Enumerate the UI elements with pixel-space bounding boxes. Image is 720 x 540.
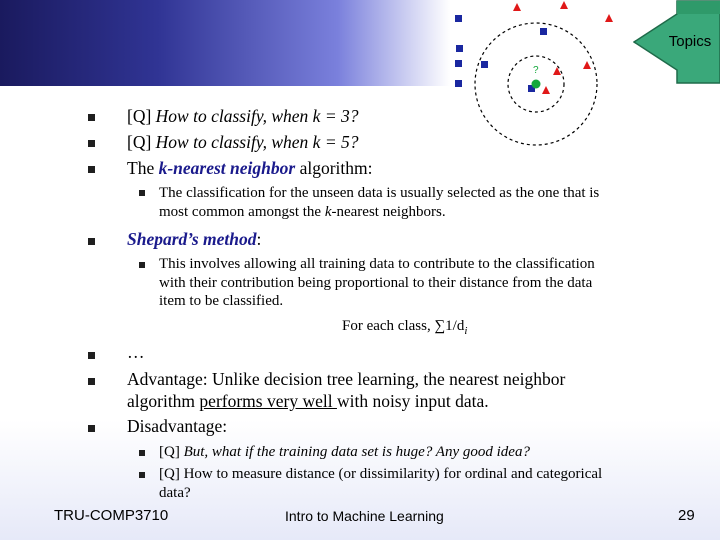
advantage-line1: Advantage: Unlike decision tree learning, the nearest neighbor <box>127 369 566 389</box>
knn-description-line2: most common amongst the k-nearest neighbors. <box>159 204 446 220</box>
bullet-marker <box>88 140 95 147</box>
bullet-q-k3: [Q] How to classify, when k = 3? <box>127 106 359 126</box>
bullet-marker <box>88 114 95 121</box>
shepard-description-line3: item to be classified. <box>159 293 284 309</box>
shepard-description-line2: with their contribution being proportional to their distance from the data <box>159 275 593 291</box>
bullet-q-k5: [Q] How to classify, when k = 5? <box>127 132 359 152</box>
weighting-formula: For each class, $\sum 1/d_i$ <box>342 318 468 337</box>
footer-page-number: 29 <box>678 507 695 524</box>
footer-title: Intro to Machine Learning <box>285 508 444 524</box>
bullet-marker <box>88 425 95 432</box>
disadvantage-question2-line2: data? <box>159 485 191 501</box>
sub-bullet-marker <box>139 450 145 456</box>
bullet-disadvantage: Disadvantage: <box>127 416 228 436</box>
bullet-marker <box>88 166 95 173</box>
disadvantage-question2-line1: [Q] How to measure distance (or dissimilarity) for ordinal and categorical <box>159 466 603 482</box>
bullet-marker <box>88 352 95 359</box>
disadvantage-question1: [Q] But, what if the training data set is huge? Any good idea? <box>159 444 530 460</box>
bullet-shepard-method: Shepard’s method: <box>127 229 262 249</box>
bullet-ellipsis: … <box>127 342 145 362</box>
bullet-knn-algorithm: The k-nearest neighbor algorithm: <box>127 158 373 178</box>
sub-bullet-marker <box>139 190 145 196</box>
bullet-marker <box>88 238 95 245</box>
shepard-description-line1: This involves allowing all training data to contribute to the classification <box>159 256 595 272</box>
bullet-marker <box>88 378 95 385</box>
topics-label: Topics <box>668 33 712 50</box>
advantage-line2: algorithm performs very well with noisy input data. <box>127 391 489 411</box>
sub-bullet-marker <box>139 472 145 478</box>
query-label: ? <box>533 65 539 76</box>
knn-description-line1: The classification for the unseen data is usually selected as the one that is <box>159 185 600 201</box>
footer-course-code: TRU-COMP3710 <box>54 507 169 524</box>
sub-bullet-marker <box>139 262 145 268</box>
